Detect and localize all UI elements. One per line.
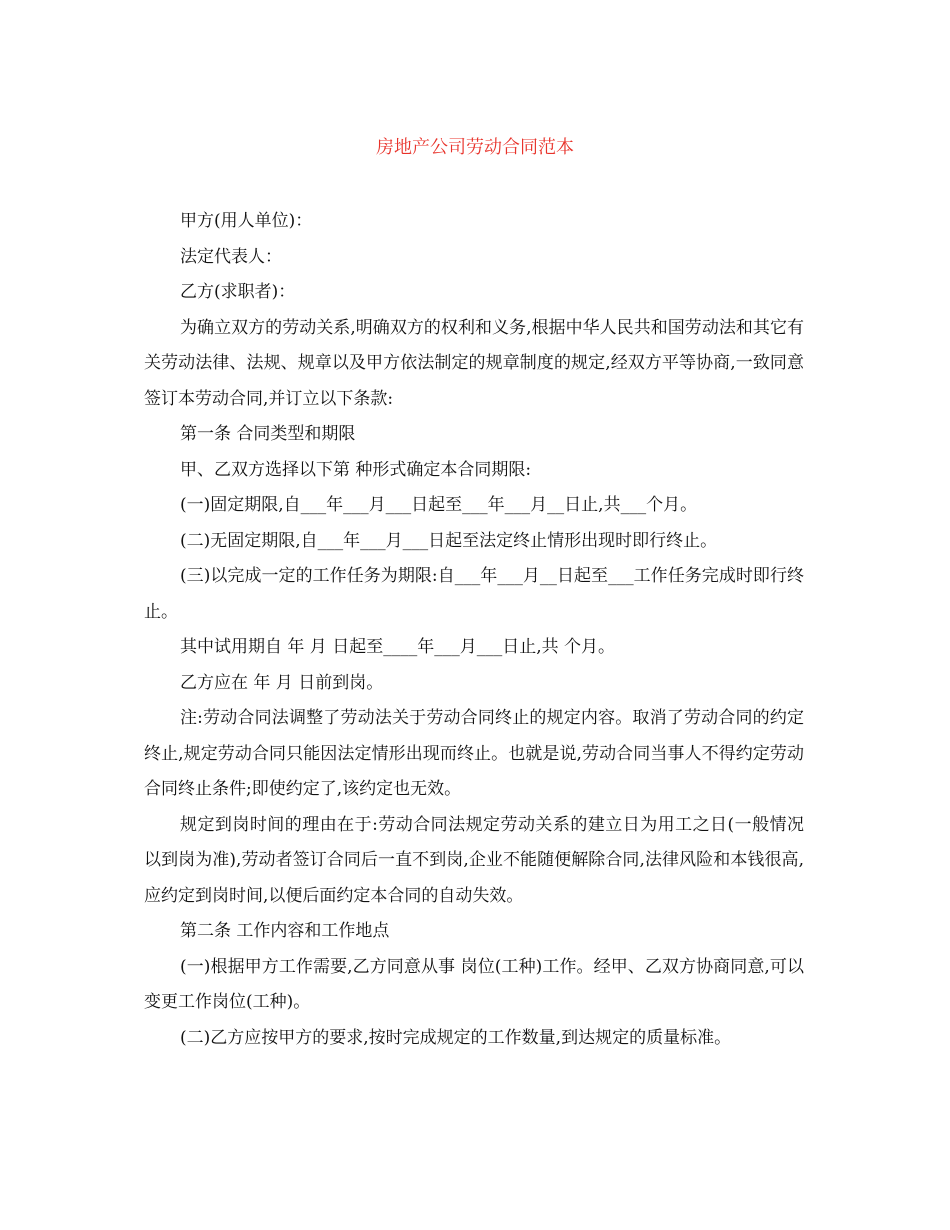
task-term-option: (三)以完成一定的工作任务为期限:自___年___月__日起至___工作任务完成时即行终止。 <box>144 566 804 622</box>
job-content-paragraph: (一)根据甲方工作需要,乙方同意从事 岗位(工种)工作。经甲、乙双方协商同意,可以变更工作岗位(工种)。 <box>144 956 804 1012</box>
article-2-heading: 第二条 工作内容和工作地点 <box>180 921 390 941</box>
open-term-option: (二)无固定期限,自___年___月___日起至法定终止情形出现时即行终止。 <box>180 530 718 551</box>
reason-paragraph: 规定到岗时间的理由在于:劳动合同法规定劳动关系的建立日为用工之日(一般情况以到岗为准),劳动者签订合同后一直不到岗,企业不能随便解除合同,法律风险和本钱很高,应约定到岗时间,以便后面约定本合同的自动失效。 <box>144 814 804 906</box>
fixed-term-option: (一)固定期限,自___年___月___日起至___年___月__日止,共___个月。 <box>180 495 698 515</box>
party-b-line: 乙方(求职者)： <box>180 282 296 302</box>
note-paragraph: 注:劳动合同法调整了劳动法关于劳动合同终止的规定内容。取消了劳动合同的约定终止,规定劳动合同只能因法定情形出现而终止。也就是说,劳动合同当事人不得约定劳动合同终止条件;即使约定了,该约定也无效。 <box>144 708 804 799</box>
term-choice-paragraph: 甲、乙双方选择以下第 种形式确定本合同期限: <box>180 459 532 480</box>
job-requirement-paragraph: (二)乙方应按甲方的要求,按时完成规定的工作数量,到达规定的质量标准。 <box>180 1027 732 1048</box>
start-date-paragraph: 乙方应在 年 月 日前到岗。 <box>180 672 384 693</box>
preamble-paragraph: 为确立双方的劳动关系,明确双方的权利和义务,根据中华人民共和国劳动法和其它有关劳动法律、法规、规章以及甲方依法制定的规章制度的规定,经双方平等协商,一致同意签订本劳动合同,并订立以下条款: <box>144 317 804 409</box>
probation-paragraph: 其中试用期自 年 月 日起至____年___月___日止,共 个月。 <box>180 637 616 657</box>
document-title: 房地产公司劳动合同范本 <box>376 137 574 158</box>
article-1-heading: 第一条 合同类型和期限 <box>180 424 356 444</box>
party-a-line: 甲方(用人单位)： <box>180 211 313 231</box>
document-body <box>144 204 804 1056</box>
legal-representative-line: 法定代表人： <box>180 246 282 267</box>
